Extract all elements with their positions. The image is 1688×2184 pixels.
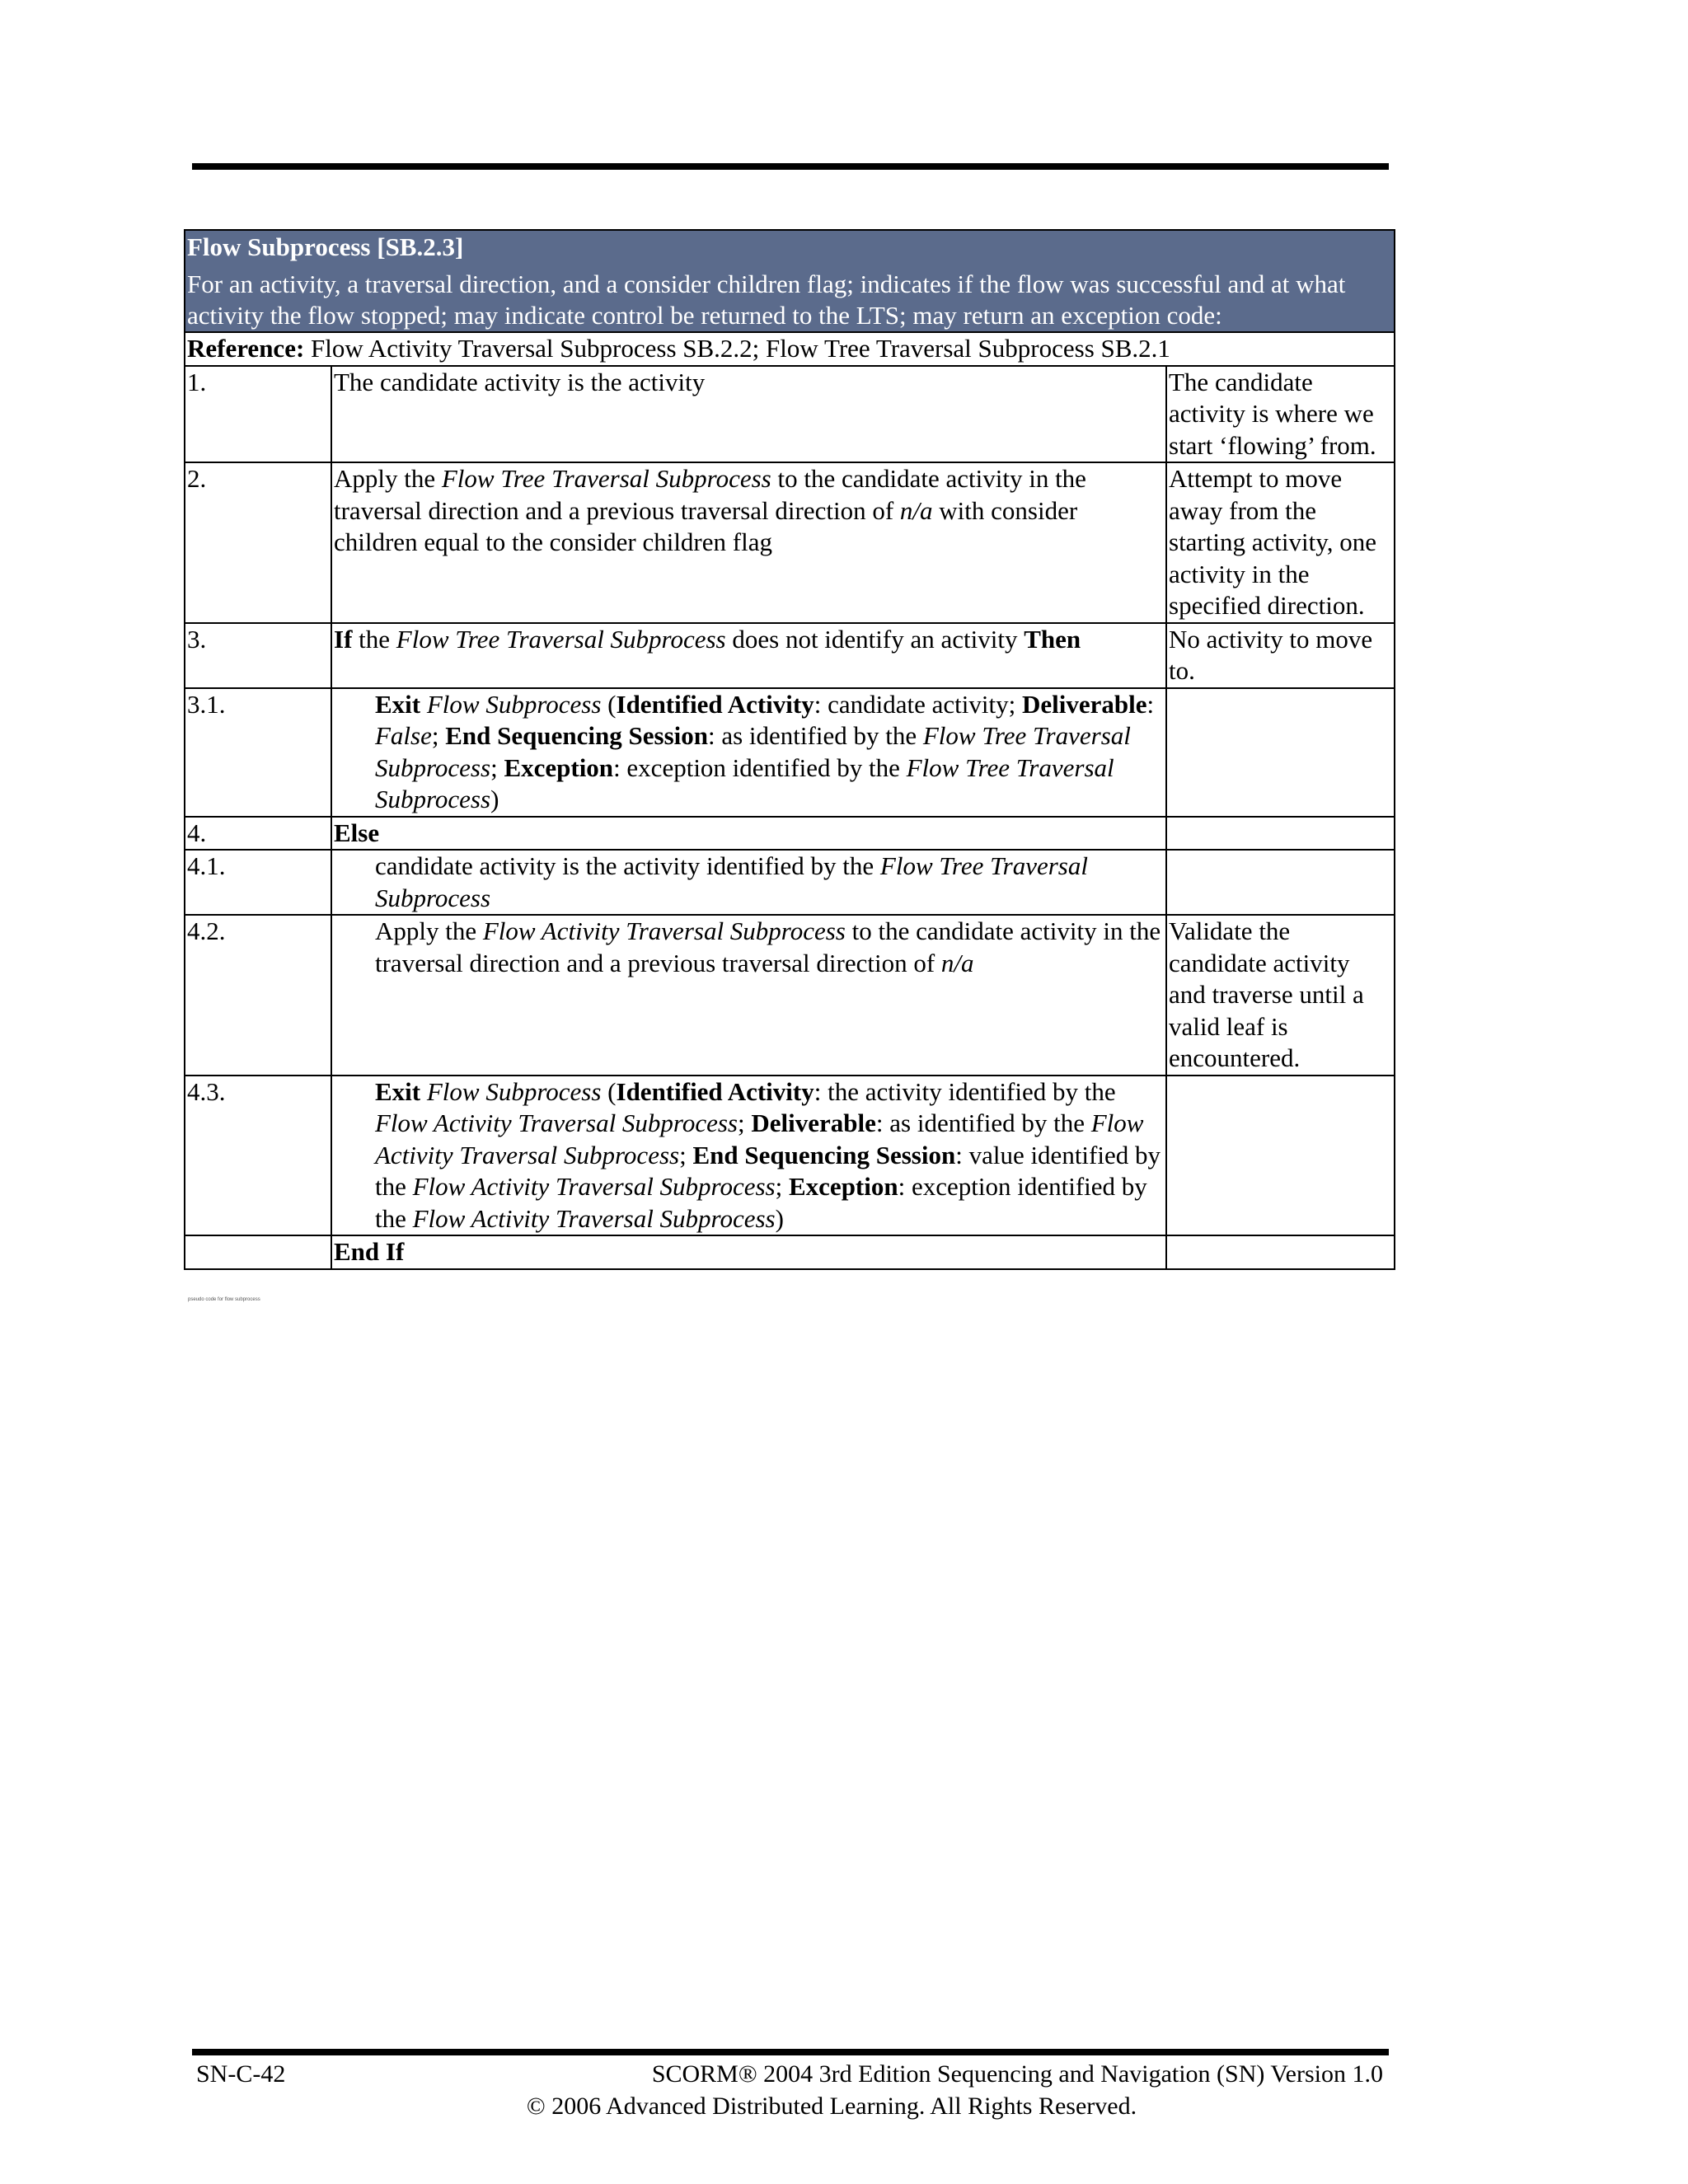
- footer-rule: [192, 2049, 1389, 2055]
- text-run: Flow Activity Traversal Subprocess: [412, 1172, 776, 1201]
- step-text: [331, 623, 1166, 688]
- text-run: Flow Tree Traversal Subprocess: [375, 752, 1114, 813]
- text-run: ;: [490, 752, 504, 782]
- table-header-row: [185, 230, 1395, 332]
- table-row: [185, 462, 1395, 623]
- table-row: [185, 850, 1395, 915]
- copyright-notice: © 2006 Advanced Distributed Learning. All Rights Reserved.: [526, 2093, 1137, 2120]
- step-number: 4.2.: [185, 915, 331, 1076]
- text-run: Flow Subprocess: [426, 689, 602, 719]
- text-run: Flow Subprocess: [426, 1076, 602, 1106]
- text-run: End Sequencing Session: [445, 721, 708, 750]
- step-note: [1166, 1076, 1395, 1236]
- step-text: [331, 1076, 1166, 1236]
- reference-row: [185, 332, 1395, 366]
- text-run: Identified Activity: [616, 1076, 814, 1106]
- text-run: : candidate activity;: [814, 689, 1022, 719]
- text-run: n/a: [940, 948, 974, 977]
- text-run: (: [601, 1076, 617, 1106]
- text-run: Flow Tree Traversal Subprocess: [375, 721, 1131, 782]
- reference-text: Flow Activity Traversal Subprocess SB.2.2; Flow Tree Traversal Subprocess SB.2.1: [304, 334, 1170, 363]
- text-run: to the candidate activity in the traversal direction and a previous traversal direction of: [375, 916, 1161, 977]
- text-run: Flow Tree Traversal Subprocess: [375, 851, 1088, 912]
- text-run: : exception identified by the: [613, 752, 907, 782]
- reference-label: Reference:: [187, 334, 305, 363]
- step-text: The candidate activity is the activity: [331, 366, 1166, 463]
- text-run: Flow Activity Traversal Subprocess: [375, 1108, 738, 1137]
- text-run: Flow Tree Traversal Subprocess: [441, 464, 771, 493]
- text-run: [420, 690, 427, 719]
- document-title: SCORM® 2004 3rd Edition Sequencing and Navigation (SN) Version 1.0: [651, 2060, 1383, 2088]
- table-row: [185, 688, 1395, 817]
- step-number: 4.: [185, 817, 331, 851]
- text-run: Exit: [375, 1076, 421, 1106]
- text-run: : value identified by the: [375, 1140, 1160, 1201]
- step-note: [1166, 850, 1395, 915]
- text-run: Exception: [789, 1172, 898, 1201]
- step-text: [331, 850, 1166, 915]
- text-run: ): [490, 785, 499, 813]
- text-run: Apply the: [375, 916, 483, 945]
- text-run: Deliverable: [1021, 689, 1147, 719]
- text-run: ;: [775, 1172, 789, 1201]
- table-header: [185, 230, 1395, 332]
- text-run: Flow Activity Traversal Subprocess: [482, 916, 846, 945]
- text-run: Exception: [504, 752, 614, 782]
- text-run: End Sequencing Session: [692, 1140, 956, 1169]
- step-note: [1166, 1235, 1395, 1269]
- text-run: : as identified by the: [875, 1108, 1091, 1137]
- text-run: the: [352, 624, 396, 654]
- table-row: [185, 623, 1395, 688]
- step-text: Else: [331, 817, 1166, 851]
- table-caption: pseudo code for flow subprocess: [188, 1297, 260, 1302]
- process-description: For an activity, a traversal direction, and a consider children flag; indicates if the flow was successful and at what activity the flow stopped; may indicate control be returned to the LTS; may return an exception code:: [187, 269, 1346, 330]
- text-run: ;: [679, 1140, 693, 1169]
- text-run: : as identified by the: [707, 721, 923, 750]
- text-run: False: [375, 721, 432, 750]
- table-row: [185, 817, 1395, 851]
- step-note: Attempt to move away from the starting activity, one activity in the specified direction.: [1166, 462, 1395, 623]
- text-run: :: [1146, 689, 1155, 719]
- process-title: Flow Subprocess [SB.2.3]: [187, 232, 464, 261]
- text-run: Identified Activity: [616, 689, 814, 719]
- reference-cell: [185, 332, 1395, 366]
- text-run: Exit: [375, 689, 421, 719]
- step-note: No activity to move to.: [1166, 623, 1395, 688]
- text-run: If: [334, 624, 353, 654]
- text-run: Apply the: [334, 464, 442, 493]
- step-number: 4.3.: [185, 1076, 331, 1236]
- table-row: [185, 366, 1395, 463]
- text-run: with consider children equal to the consider children flag: [334, 495, 1078, 556]
- text-run: ;: [431, 721, 446, 750]
- text-run: : the activity identified by the: [814, 1076, 1116, 1106]
- step-note: The candidate activity is where we start ‘flowing’ from.: [1166, 366, 1395, 463]
- step-text: [331, 688, 1166, 817]
- table-row: [185, 915, 1395, 1076]
- text-run: Flow Activity Traversal Subprocess: [375, 1108, 1144, 1169]
- table-row: [185, 1235, 1395, 1269]
- text-run: candidate activity is the activity identified by the: [375, 851, 880, 880]
- text-run: [420, 1077, 427, 1106]
- step-note: Validate the candidate activity and traverse until a valid leaf is encountered.: [1166, 915, 1395, 1076]
- step-number: 3.: [185, 623, 331, 688]
- step-note: [1166, 688, 1395, 817]
- page-number: SN-C-42: [196, 2060, 286, 2088]
- text-run: to the candidate activity in the traversal direction and a previous traversal direction of: [334, 464, 1086, 525]
- text-run: Then: [1024, 624, 1081, 654]
- text-run: Deliverable: [751, 1108, 876, 1137]
- text-run: Flow Tree Traversal Subprocess: [396, 624, 726, 654]
- step-number: 2.: [185, 462, 331, 623]
- text-run: ;: [738, 1108, 752, 1137]
- step-text: End If: [331, 1235, 1166, 1269]
- step-number: [185, 1235, 331, 1269]
- pseudocode-table: [184, 229, 1395, 1270]
- text-run: : exception identified by the: [375, 1172, 1147, 1233]
- text-run: (: [601, 689, 617, 719]
- text-run: does not identify an activity: [725, 624, 1025, 654]
- step-text: [331, 915, 1166, 1076]
- step-text: [331, 462, 1166, 623]
- step-note: [1166, 817, 1395, 851]
- header-rule: [192, 163, 1389, 170]
- step-number: 3.1.: [185, 688, 331, 817]
- step-number: 1.: [185, 366, 331, 463]
- text-run: ): [775, 1203, 784, 1233]
- step-number: 4.1.: [185, 850, 331, 915]
- text-run: Flow Activity Traversal Subprocess: [412, 1203, 776, 1233]
- text-run: n/a: [899, 495, 933, 525]
- table-row: [185, 1076, 1395, 1236]
